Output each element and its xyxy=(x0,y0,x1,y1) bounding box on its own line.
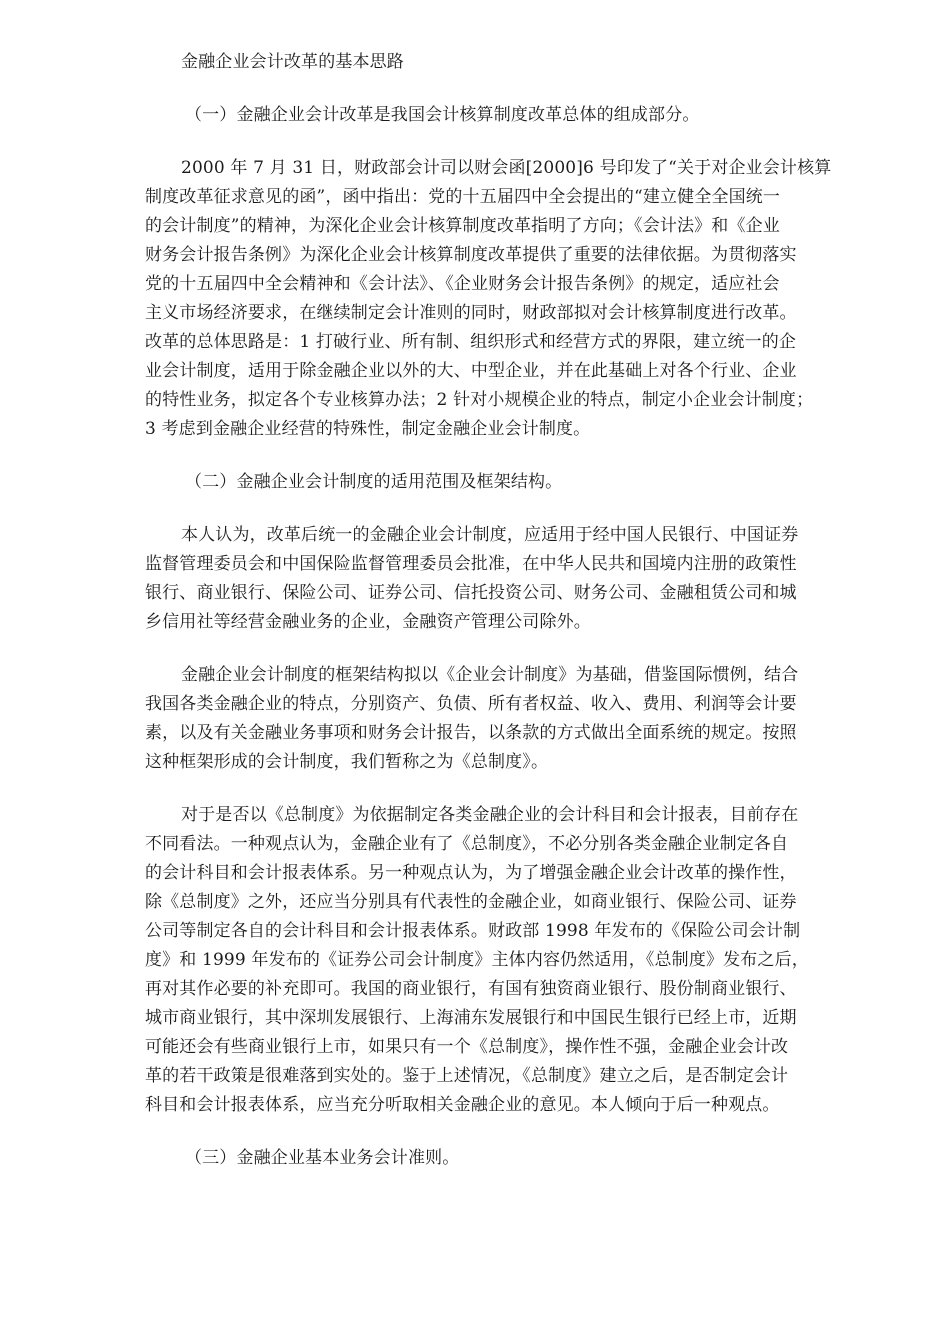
paragraph-line: 除《总制度》之外，还应当分别具有代表性的金融企业，如商业银行、保险公司、证券 xyxy=(145,892,797,912)
paragraph-line: 城市商业银行，其中深圳发展银行、上海浦东发展银行和中国民生银行已经上市，近期 xyxy=(145,1008,797,1028)
paragraph-line: 改革的总体思路是：1 打破行业、所有制、组织形式和经营方式的界限，建立统一的企 xyxy=(145,332,797,352)
paragraph-line: 本人认为，改革后统一的金融企业会计制度，应适用于经中国人民银行、中国证券 xyxy=(181,525,799,545)
document-title: 金融企业会计改革的基本思路 xyxy=(181,52,404,72)
paragraph-line: 财务会计报告条例》为深化企业会计核算制度改革提供了重要的法律依据。为贯彻落实 xyxy=(145,245,797,265)
paragraph-line: 素，以及有关金融业务事项和财务会计报告，以条款的方式做出全面系统的规定。按照 xyxy=(145,723,797,743)
spacer xyxy=(145,777,871,801)
paragraph-line: 的会计制度”的精神，为深化企业会计核算制度改革指明了方向；《会计法》和《企业 xyxy=(145,216,780,236)
paragraph-line: 革的若干政策是很难落到实处的。鉴于上述情况，《总制度》建立之后，是否制定会计 xyxy=(145,1066,789,1086)
paragraph-line: 可能还会有些商业银行上市，如果只有一个《总制度》，操作性不强，金融企业会计改 xyxy=(145,1037,789,1057)
paragraph-line: 监督管理委员会和中国保险监督管理委员会批准，在中华人民共和国境内注册的政策性 xyxy=(145,554,797,574)
paragraph-line: 公司等制定各自的会计科目和会计报表体系。财政部 1998 年发布的《保险公司会计制 xyxy=(145,921,801,941)
paragraph-line: 我国各类金融企业的特点，分别资产、负债、所有者权益、收入、费用、利润等会计要 xyxy=(145,694,797,714)
paragraph-line: 党的十五届四中全会精神和《会计法》、《企业财务会计报告条例》的规定，适应社会 xyxy=(145,274,780,294)
paragraph-line: 乡信用社等经营金融业务的企业，金融资产管理公司除外。 xyxy=(145,612,591,632)
paragraph-line: 制度改革征求意见的函”，函中指出：党的十五届四中全会提出的“建立健全全国统一 xyxy=(145,187,781,207)
section-3-heading: （三）金融企业基本业务会计准则。 xyxy=(185,1148,460,1168)
document-body xyxy=(145,48,871,1173)
spacer xyxy=(145,637,871,661)
paragraph-1 xyxy=(145,154,871,444)
spacer xyxy=(145,77,871,101)
paragraph-3 xyxy=(145,661,871,777)
paragraph-line: 2000 年 7 月 31 日，财政部会计司以财会函[2000]6 号印发了“关于对企业会计核算 xyxy=(181,158,832,178)
paragraph-line: 科目和会计报表体系，应当充分听取相关金融企业的意见。本人倾向于后一种观点。 xyxy=(145,1095,780,1115)
paragraph-line: 对于是否以《总制度》为依据制定各类金融企业的会计科目和会计报表，目前存在 xyxy=(181,805,799,825)
paragraph-2 xyxy=(145,521,871,637)
paragraph-line: 再对其作必要的补充即可。我国的商业银行，有国有独资商业银行、股份制商业银行、 xyxy=(145,979,797,999)
paragraph-line: 3 考虑到金融企业经营的特殊性，制定金融企业会计制度。 xyxy=(145,419,591,439)
section-1-heading: （一）金融企业会计改革是我国会计核算制度改革总体的组成部分。 xyxy=(185,105,700,125)
paragraph-line: 业会计制度，适用于除金融企业以外的大、中型企业，并在此基础上对各个行业、企业 xyxy=(145,361,797,381)
paragraph-line: 的会计科目和会计报表体系。另一种观点认为，为了增强金融企业会计改革的操作性， xyxy=(145,863,797,883)
spacer xyxy=(145,1120,871,1144)
paragraph-line: 不同看法。一种观点认为，金融企业有了《总制度》，不必分别各类金融企业制定各自 xyxy=(145,834,789,854)
spacer xyxy=(145,497,871,521)
paragraph-line: 这种框架形成的会计制度，我们暂称之为《总制度》。 xyxy=(145,752,549,772)
spacer xyxy=(145,130,871,154)
section-2-heading: （二）金融企业会计制度的适用范围及框架结构。 xyxy=(185,472,563,492)
paragraph-line: 主义市场经济要求，在继续制定会计准则的同时，财政部拟对会计核算制度进行改革。 xyxy=(145,303,797,323)
spacer xyxy=(145,444,871,468)
paragraph-4 xyxy=(145,801,871,1120)
paragraph-line: 度》和 1999 年发布的《证券公司会计制度》主体内容仍然适用，《总制度》发布之后， xyxy=(145,950,809,970)
paragraph-line: 的特性业务，拟定各个专业核算办法；2 针对小规模企业的特点，制定小企业会计制度； xyxy=(145,390,814,410)
paragraph-line: 金融企业会计制度的框架结构拟以《企业会计制度》为基础，借鉴国际惯例，结合 xyxy=(181,665,799,685)
paragraph-line: 银行、商业银行、保险公司、证券公司、信托投资公司、财务公司、金融租赁公司和城 xyxy=(145,583,797,603)
